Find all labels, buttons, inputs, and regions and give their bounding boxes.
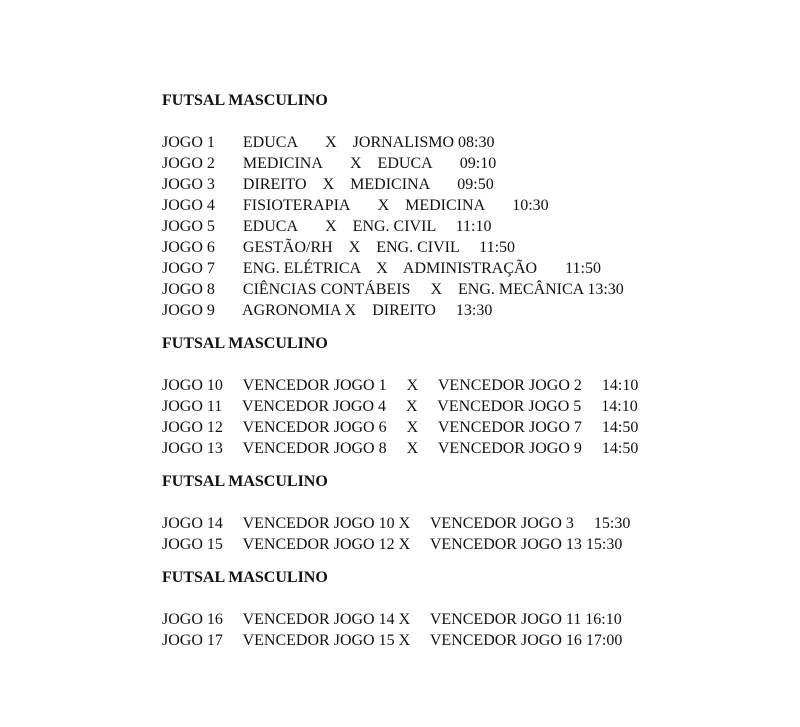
game-row-1: JOGO 1 EDUCA X JORNALISMO 08:30 xyxy=(162,134,495,151)
game-row-7: JOGO 7 ENG. ELÉTRICA X ADMINISTRAÇÃO 11:50 xyxy=(162,260,601,277)
game-row-3: JOGO 3 DIREITO X MEDICINA 09:50 xyxy=(162,176,494,193)
section-heading: FUTSAL MASCULINO xyxy=(162,92,328,109)
section-heading: FUTSAL MASCULINO xyxy=(162,335,328,352)
section-1 xyxy=(162,90,782,321)
game-row-9: JOGO 9 AGRONOMIA X DIREITO 13:30 xyxy=(162,302,493,319)
game-row-13: JOGO 13 VENCEDOR JOGO 8 X VENCEDOR JOGO 9 14:50 xyxy=(162,440,639,457)
game-row-12: JOGO 12 VENCEDOR JOGO 6 X VENCEDOR JOGO 7 14:50 xyxy=(162,419,639,436)
game-row-2: JOGO 2 MEDICINA X EDUCA 09:10 xyxy=(162,155,497,172)
section-heading: FUTSAL MASCULINO xyxy=(162,569,328,586)
game-row-6: JOGO 6 GESTÃO/RH X ENG. CIVIL 11:50 xyxy=(162,239,516,256)
game-row-17: JOGO 17 VENCEDOR JOGO 15 X VENCEDOR JOGO 16 17:00 xyxy=(162,632,623,649)
game-row-14: JOGO 14 VENCEDOR JOGO 10 X VENCEDOR JOGO 3 15:30 xyxy=(162,515,631,532)
game-row-4: JOGO 4 FISIOTERAPIA X MEDICINA 10:30 xyxy=(162,197,549,214)
section-3 xyxy=(162,471,782,555)
section-2 xyxy=(162,333,782,459)
document-body xyxy=(162,90,782,651)
section-4 xyxy=(162,567,782,651)
game-row-5: JOGO 5 EDUCA X ENG. CIVIL 11:10 xyxy=(162,218,492,235)
game-row-16: JOGO 16 VENCEDOR JOGO 14 X VENCEDOR JOGO 11 16:10 xyxy=(162,611,622,628)
game-row-11: JOGO 11 VENCEDOR JOGO 4 X VENCEDOR JOGO 5 14:10 xyxy=(162,398,638,415)
game-row-15: JOGO 15 VENCEDOR JOGO 12 X VENCEDOR JOGO 13 15:30 xyxy=(162,536,623,553)
game-row-10: JOGO 10 VENCEDOR JOGO 1 X VENCEDOR JOGO 2 14:10 xyxy=(162,377,639,394)
section-heading: FUTSAL MASCULINO xyxy=(162,473,328,490)
game-row-8: JOGO 8 CIÊNCIAS CONTÁBEIS X ENG. MECÂNICA 13:30 xyxy=(162,281,624,298)
